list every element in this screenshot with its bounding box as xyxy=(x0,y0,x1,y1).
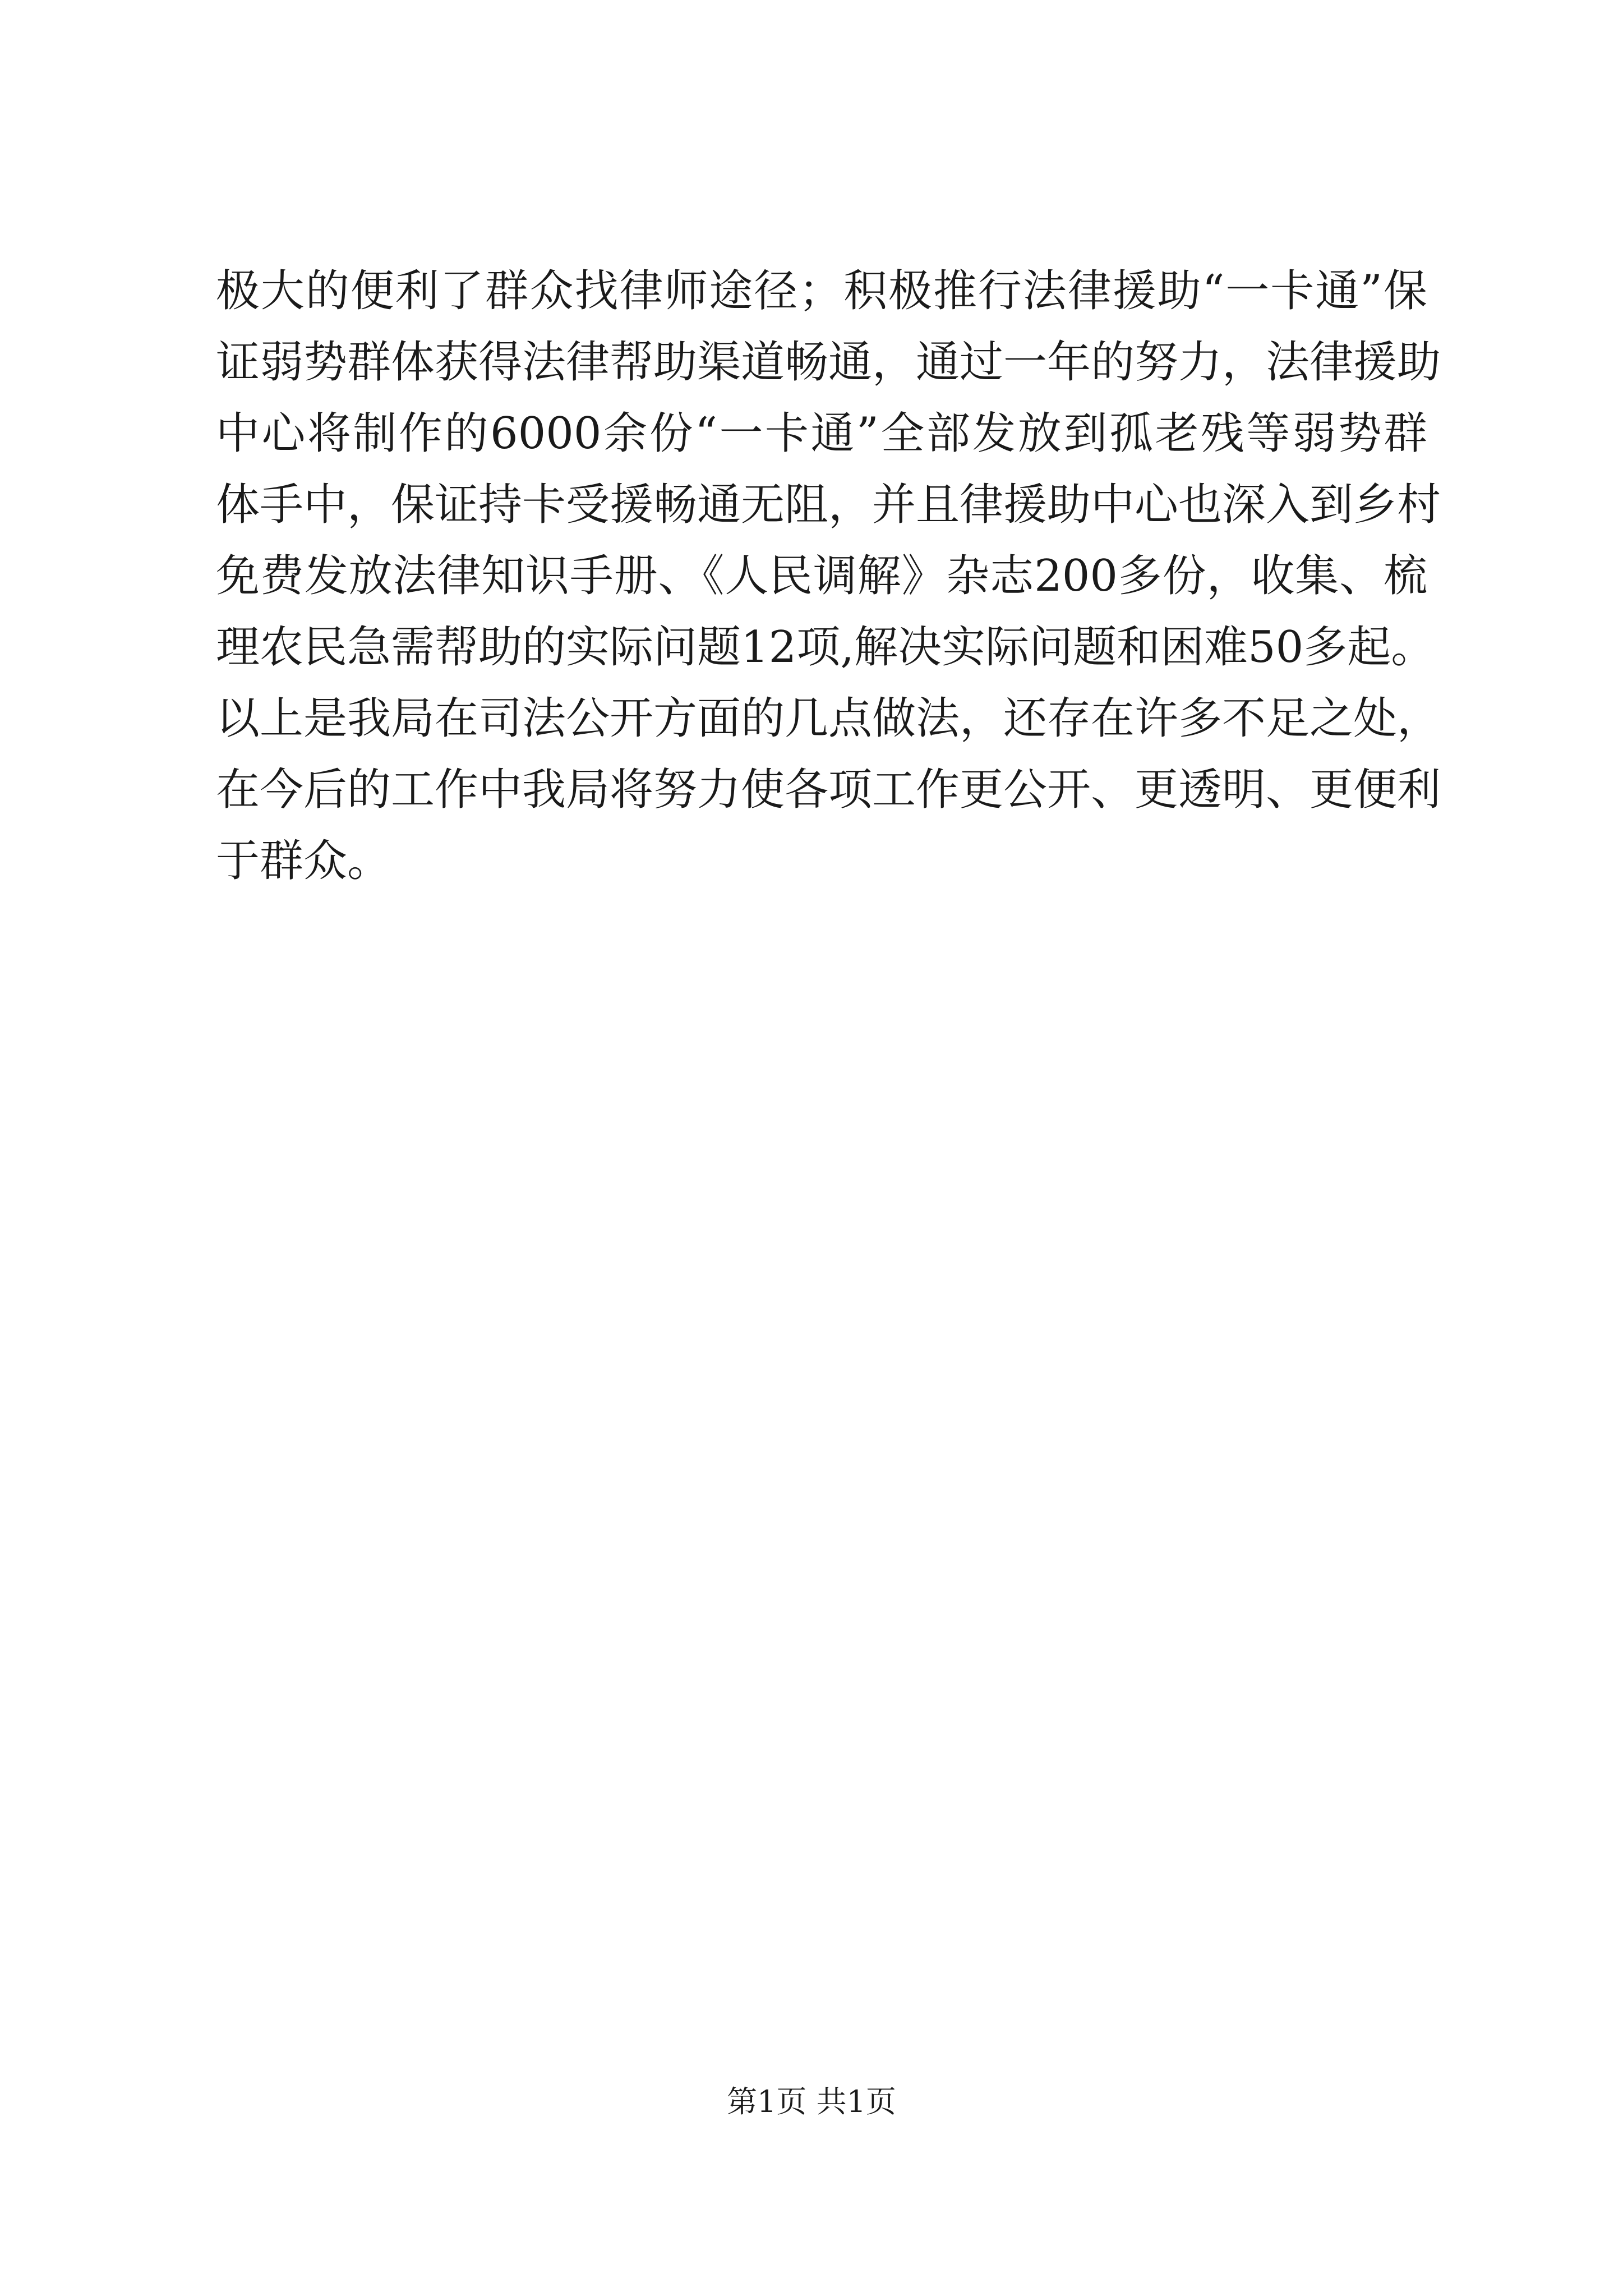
body-line-4: 体手中，保证持卡受援畅通无阻，并且律援助中心也深入到乡村 xyxy=(216,480,1441,530)
body-line-6: 理农民急需帮助的实际问题12项,解决实际问题和困难50多起。 xyxy=(216,622,1435,673)
page-footer xyxy=(0,2082,1623,2122)
body-line-9: 于群众。 xyxy=(216,836,391,886)
body-line-1: 极大的便利了群众找律师途径；积极推行法律援助“一卡通”保 xyxy=(216,266,1427,316)
body-line-2: 证弱势群体获得法律帮助渠道畅通，通过一年的努力，法律援助 xyxy=(216,337,1441,388)
body-line-3: 中心将制作的6000余份“一卡通”全部发放到孤老残等弱势群 xyxy=(216,408,1427,459)
body-line-5: 免费发放法律知识手册、《人民调解》杂志200多份，收集、梳 xyxy=(216,551,1427,601)
body-line-8: 在今后的工作中我局将努力使各项工作更公开、更透明、更便利 xyxy=(216,765,1441,815)
page-number-label: 第1页 共1页 xyxy=(727,2084,896,2119)
body-paragraph xyxy=(216,256,1441,897)
body-line-7: 以上是我局在司法公开方面的几点做法，还存在许多不足之处， xyxy=(216,693,1441,744)
